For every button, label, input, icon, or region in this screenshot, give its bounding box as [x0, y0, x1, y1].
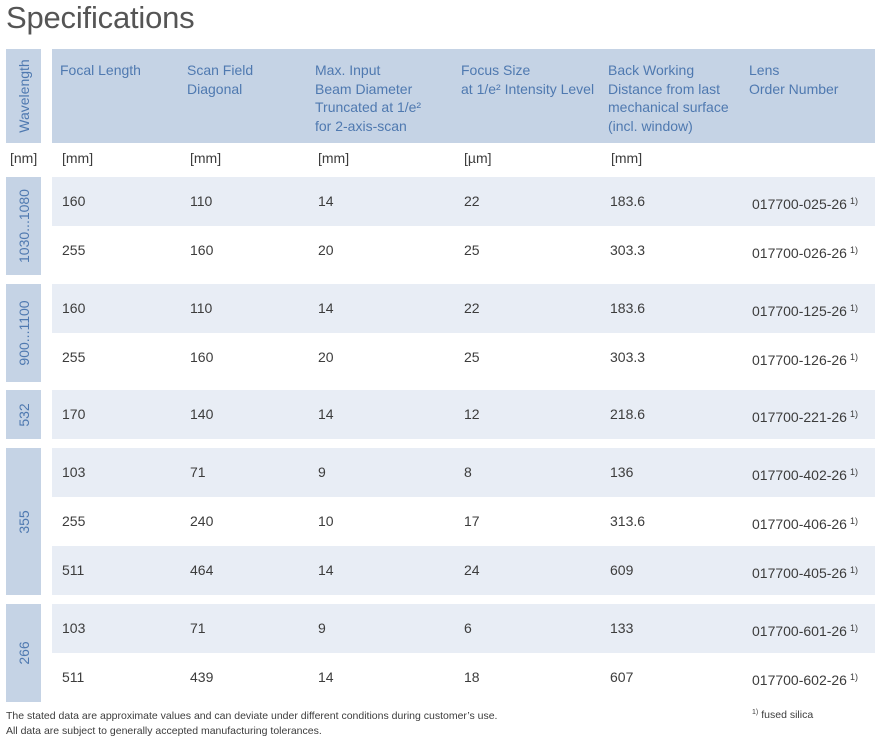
- cell-scan-field-value: 464: [190, 562, 214, 578]
- cell-max-input-value: 14: [318, 300, 334, 316]
- cell-back-working: [610, 284, 645, 333]
- cell-scan-field: [190, 333, 213, 382]
- disclaimer-line-1: The stated data are approximate values and can deviate under different conditions during customer’s use.: [6, 710, 498, 722]
- cell-max-input: [318, 546, 334, 595]
- cell-max-input: [318, 390, 334, 439]
- cell-back-working-value: 183.6: [610, 300, 646, 316]
- cell-focal-length: [62, 226, 85, 275]
- cell-focal-length: [62, 604, 85, 653]
- cell-focal-length: [62, 546, 84, 595]
- unit-back-working: [mm]: [611, 150, 643, 166]
- cell-max-input-value: 20: [318, 349, 334, 365]
- cell-back-working-value: 133: [610, 620, 634, 636]
- cell-focal-length-value: 103: [62, 464, 86, 480]
- cell-focal-length: [62, 390, 85, 439]
- cell-back-working: [610, 177, 645, 226]
- cell-scan-field: [190, 226, 213, 275]
- cell-scan-field-value: 71: [190, 464, 206, 480]
- cell-order-number: [752, 448, 858, 500]
- cell-max-input: [318, 653, 334, 702]
- footnote-ref: 1): [849, 516, 858, 526]
- cell-focus-size-value: 12: [464, 406, 480, 422]
- cell-back-working: [610, 226, 645, 275]
- cell-order-number: [752, 333, 858, 385]
- cell-order-number-value: 017700-126-26: [752, 352, 847, 368]
- cell-focal-length-value: 255: [62, 349, 86, 365]
- cell-scan-field-value: 110: [190, 193, 213, 209]
- cell-scan-field: [190, 546, 213, 595]
- cell-focus-size-value: 25: [464, 242, 480, 258]
- cell-focus-size: [464, 546, 480, 595]
- cell-focus-size-value: 18: [464, 669, 480, 685]
- header-scan-field: Scan Field Diagonal: [187, 62, 254, 97]
- cell-focal-length: [62, 497, 85, 546]
- wavelength-group-label: [6, 177, 41, 275]
- cell-back-working-value: 303.3: [610, 242, 646, 258]
- cell-max-input-value: 9: [318, 620, 326, 636]
- cell-focal-length-value: 255: [62, 242, 86, 258]
- wavelength-group-label: [6, 448, 41, 595]
- cell-max-input-value: 14: [318, 562, 334, 578]
- table-row: [52, 497, 875, 546]
- header-lens: Lens Order Number: [749, 62, 839, 97]
- cell-back-working-value: 303.3: [610, 349, 646, 365]
- cell-back-working-value: 183.6: [610, 193, 646, 209]
- cell-order-number-value: 017700-602-26: [752, 672, 847, 688]
- cell-order-number: [752, 497, 858, 549]
- cell-order-number: [752, 604, 858, 656]
- wavelength-header-label: Wavelength: [15, 59, 32, 133]
- cell-max-input: [318, 226, 334, 275]
- cell-scan-field-value: 160: [190, 242, 214, 258]
- footnote-ref: 1): [849, 467, 858, 477]
- cell-max-input-value: 20: [318, 242, 334, 258]
- footnote: [752, 709, 813, 721]
- wavelength-value: 900...1100: [15, 300, 32, 366]
- cell-max-input: [318, 448, 326, 497]
- wavelength-value: 355: [15, 509, 32, 534]
- cell-scan-field: [190, 284, 212, 333]
- cell-focal-length-value: 511: [62, 669, 85, 685]
- table-row: [52, 448, 875, 497]
- cell-focus-size: [464, 448, 472, 497]
- cell-order-number: [752, 177, 858, 229]
- cell-focal-length: [62, 448, 85, 497]
- cell-order-number-value: 017700-406-26: [752, 516, 847, 532]
- cell-back-working: [610, 448, 633, 497]
- cell-focal-length-value: 160: [62, 300, 86, 316]
- cell-back-working: [610, 390, 645, 439]
- cell-order-number-value: 017700-402-26: [752, 467, 847, 483]
- cell-focus-size: [464, 604, 472, 653]
- wavelength-group-label: [6, 284, 41, 382]
- cell-focus-size: [464, 226, 480, 275]
- cell-focal-length-value: 255: [62, 513, 86, 529]
- footnote-ref: 1): [849, 352, 858, 362]
- footnote-mark: 1): [752, 709, 759, 716]
- footnote-ref: 1): [849, 672, 858, 682]
- cell-focal-length-value: 511: [62, 562, 85, 578]
- table-row: [52, 546, 875, 595]
- table-row: [52, 177, 875, 226]
- cell-focal-length-value: 103: [62, 620, 86, 636]
- cell-focus-size: [464, 653, 480, 702]
- cell-max-input-value: 9: [318, 464, 326, 480]
- cell-max-input: [318, 333, 334, 382]
- cell-scan-field-value: 140: [190, 406, 214, 422]
- cell-order-number-value: 017700-025-26: [752, 196, 847, 212]
- cell-scan-field-value: 71: [190, 620, 206, 636]
- table-row: [52, 284, 875, 333]
- cell-scan-field-value: 160: [190, 349, 214, 365]
- disclaimer: [6, 709, 497, 739]
- cell-scan-field: [190, 653, 213, 702]
- wavelength-value: 1030...1080: [15, 189, 32, 263]
- cell-order-number: [752, 226, 858, 278]
- disclaimer-line-2: All data are subject to generally accepted manufacturing tolerances.: [6, 725, 322, 737]
- cell-focal-length-value: 170: [62, 406, 86, 422]
- cell-max-input: [318, 497, 334, 546]
- cell-order-number-value: 017700-125-26: [752, 303, 847, 319]
- cell-order-number: [752, 390, 858, 442]
- cell-focal-length-value: 160: [62, 193, 86, 209]
- cell-scan-field: [190, 448, 206, 497]
- cell-order-number: [752, 546, 858, 598]
- cell-order-number: [752, 653, 858, 705]
- footnote-text: fused silica: [761, 709, 814, 721]
- cell-focus-size-value: 25: [464, 349, 480, 365]
- cell-back-working-value: 313.6: [610, 513, 646, 529]
- wavelength-value: 266: [15, 641, 32, 665]
- footnote-ref: 1): [849, 565, 858, 575]
- cell-focus-size-value: 22: [464, 300, 480, 316]
- table-row: [52, 333, 875, 382]
- cell-focus-size-value: 22: [464, 193, 480, 209]
- table-row: [52, 390, 875, 439]
- header-focus-size: Focus Size at 1/e² Intensity Level: [461, 62, 595, 97]
- cell-focus-size: [464, 177, 480, 226]
- cell-order-number-value: 017700-405-26: [752, 565, 847, 581]
- unit-focus-size: [µm]: [464, 150, 492, 166]
- footnote-ref: 1): [849, 623, 858, 633]
- header-focal-length: Focal Length: [60, 62, 141, 78]
- unit-max-input: [mm]: [318, 150, 350, 166]
- cell-max-input-value: 14: [318, 193, 334, 209]
- header-max-input: Max. Input Beam Diameter Truncated at 1/e² for 2-axis-scan: [315, 62, 422, 134]
- cell-focus-size-value: 24: [464, 562, 480, 578]
- cell-max-input-value: 14: [318, 669, 334, 685]
- cell-focus-size: [464, 333, 480, 382]
- cell-focus-size-value: 6: [464, 620, 472, 636]
- cell-focus-size: [464, 284, 480, 333]
- wavelength-group-label: [6, 390, 41, 439]
- cell-focal-length: [62, 284, 85, 333]
- cell-back-working: [610, 497, 645, 546]
- cell-scan-field-value: 439: [190, 669, 214, 685]
- cell-order-number: [752, 284, 858, 336]
- cell-back-working-value: 136: [610, 464, 634, 480]
- cell-scan-field: [190, 177, 212, 226]
- table-row: [52, 226, 875, 275]
- footnote-ref: 1): [849, 245, 858, 255]
- cell-focus-size: [464, 497, 480, 546]
- wavelength-header: [6, 49, 41, 143]
- cell-back-working: [610, 604, 633, 653]
- unit-focal-length: [mm]: [62, 150, 94, 166]
- cell-order-number-value: 017700-221-26: [752, 409, 847, 425]
- cell-focus-size: [464, 390, 480, 439]
- cell-max-input: [318, 604, 326, 653]
- cell-back-working: [610, 546, 633, 595]
- cell-scan-field: [190, 497, 213, 546]
- footnote-ref: 1): [849, 303, 858, 313]
- table-row: [52, 653, 875, 702]
- cell-max-input-value: 10: [318, 513, 334, 529]
- cell-order-number-value: 017700-601-26: [752, 623, 847, 639]
- cell-focus-size-value: 8: [464, 464, 472, 480]
- header-back-working: Back Working Distance from last mechanical surface (incl. window): [608, 62, 729, 134]
- cell-back-working: [610, 333, 645, 382]
- cell-focal-length: [62, 653, 84, 702]
- cell-back-working-value: 609: [610, 562, 634, 578]
- wavelength-value: 532: [15, 402, 32, 427]
- cell-scan-field-value: 240: [190, 513, 214, 529]
- page-title: Specifications: [6, 0, 195, 35]
- table-header: [52, 49, 875, 143]
- cell-focus-size-value: 17: [464, 513, 480, 529]
- table-row: [52, 604, 875, 653]
- cell-scan-field: [190, 390, 213, 439]
- wavelength-group-label: [6, 604, 41, 702]
- footnote-ref: 1): [849, 409, 858, 419]
- cell-order-number-value: 017700-026-26: [752, 245, 847, 261]
- cell-back-working-value: 218.6: [610, 406, 646, 422]
- cell-max-input: [318, 177, 334, 226]
- cell-scan-field-value: 110: [190, 300, 213, 316]
- cell-scan-field: [190, 604, 206, 653]
- footnote-ref: 1): [849, 196, 858, 206]
- cell-back-working: [610, 653, 633, 702]
- cell-back-working-value: 607: [610, 669, 634, 685]
- units-row: [0, 150, 882, 170]
- cell-max-input: [318, 284, 334, 333]
- unit-scan-field: [mm]: [190, 150, 222, 166]
- cell-focal-length: [62, 177, 85, 226]
- cell-max-input-value: 14: [318, 406, 334, 422]
- cell-focal-length: [62, 333, 85, 382]
- unit-wavelength: [nm]: [10, 150, 38, 166]
